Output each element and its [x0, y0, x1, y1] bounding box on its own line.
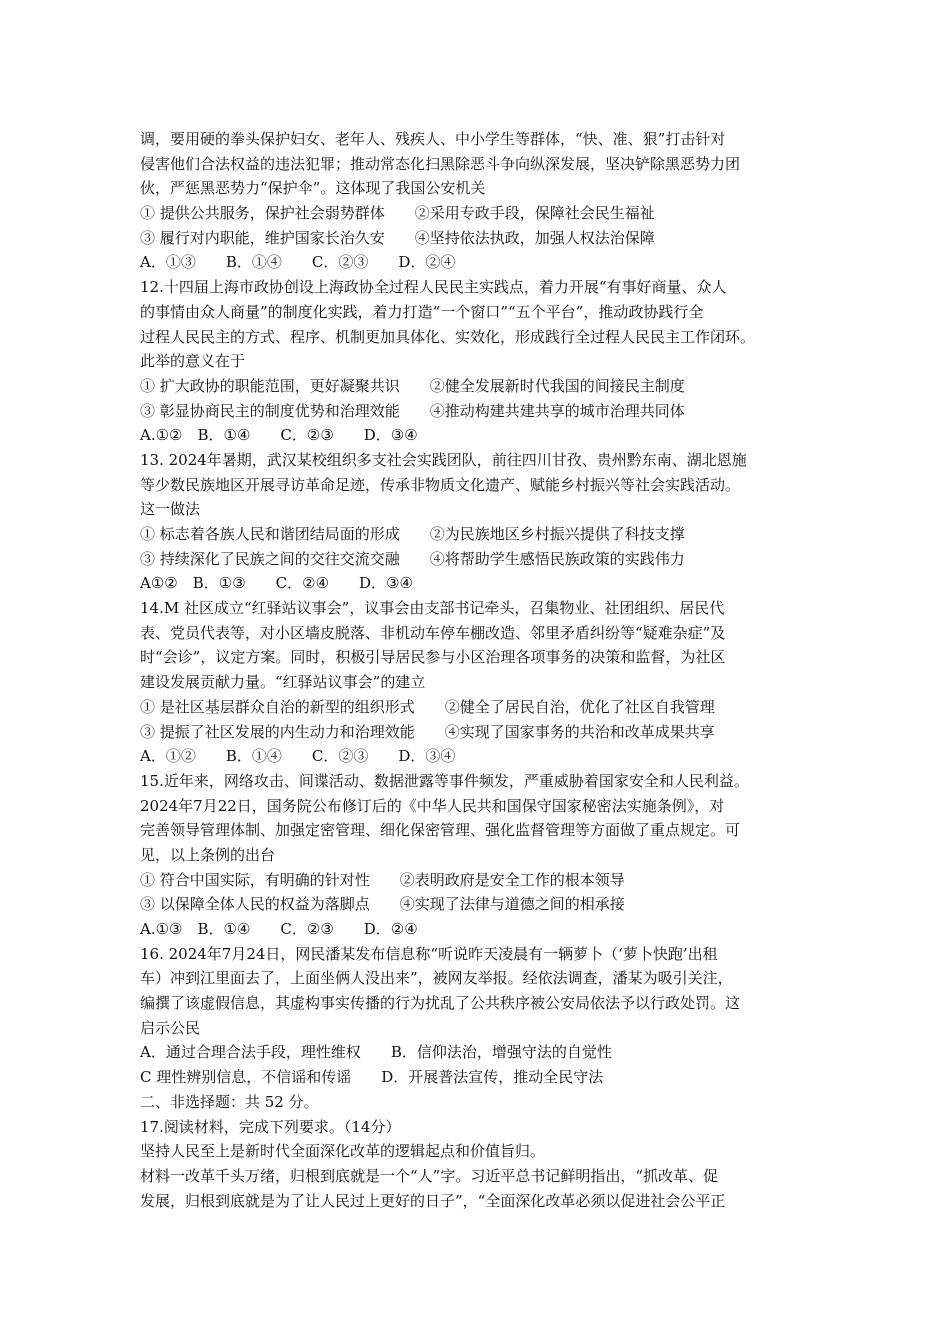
q11-options-34: ③ 履行对内职能，维护国家长治久安 ④坚持依法执政，加强人权法治保障 — [140, 228, 655, 247]
q15-stem-line-2: 2024年7月22日，国务院公布修订后的《中华人民共和国保守国家秘密法实施条例》，对 — [140, 796, 725, 815]
q17-instruction: 17.阅读材料，完成下列要求。（14分） — [140, 1117, 401, 1136]
q14-options-34: ③ 提振了社区发展的内生动力和治理效能 ④实现了国家事务的共治和改革成果共享 — [140, 722, 715, 741]
q17-theme: 坚持人民至上是新时代全面深化改革的逻辑起点和价值旨归。 — [140, 1142, 546, 1161]
q16-stem-line-2: 车）冲到江里面去了，上面坐俩人没出来”，被网友举报。经依法调查，潘某为吸引关注， — [140, 969, 733, 988]
q13-stem-line-1: 13. 2024年暑期，武汉某校组织多支社会实践团队，前往四川甘孜、贵州黔东南、湖北恩施 — [140, 450, 747, 469]
q15-stem-line-4: 见，以上条例的出台 — [140, 845, 276, 864]
q11-stem-line-3: 伙，严惩黑恶势力“保护伞”。这体现了我国公安机关 — [140, 179, 486, 198]
q16-options-ab: A．通过合理合法手段，理性维权 B．信仰法治，增强守法的自觉性 — [140, 1043, 612, 1062]
q15-options-34: ③ 以保障全体人民的权益为落脚点 ④实现了法律与道德之间的相承接 — [140, 895, 625, 914]
q12-stem-line-4: 此举的意义在于 — [140, 352, 246, 371]
q17-material-line-1: 材料一改革千头万绪，归根到底就是一个“人”字。习近平总书记鲜明指出，“抓改革、促 — [140, 1166, 719, 1185]
q13-answer-choices: A①② B．①③ C．②④ D．③④ — [140, 574, 413, 593]
q11-answer-choices: A．①③ B．①④ C．②③ D．②④ — [140, 253, 456, 272]
q12-stem-line-3: 过程人民民主的方式、程序、机制更加具体化、实效化，形成践行全过程人民民主工作闭环。 — [140, 327, 756, 346]
q16-stem-line-3: 编撰了该虚假信息，其虚构事实传播的行为扰乱了公共秩序被公安局依法予以行政处罚。这 — [140, 994, 741, 1013]
exam-text-body — [140, 127, 830, 1213]
q13-stem-line-2: 等少数民族地区开展寻访革命足迹，传承非物质文化遗产、赋能乡村振兴等社会实践活动。 — [140, 475, 741, 494]
q16-stem-line-4: 启示公民 — [140, 1018, 201, 1037]
q12-answer-choices: A.①② B．①④ C．②③ D．③④ — [140, 426, 418, 445]
q13-options-12: ① 标志着各族人民和谐团结局面的形成 ②为民族地区乡村振兴提供了科技支撑 — [140, 525, 685, 543]
q16-stem-line-1: 16. 2024年7月24日，网民潘某发布信息称“听说昨天凌晨有一辆萝卜（‘萝卜快跑’出租 — [140, 944, 718, 963]
q16-options-cd: C 理性辨别信息，不信谣和传谣 D．开展普法宣传，推动全民守法 — [140, 1068, 604, 1087]
q17-material-line-2: 发展，归根到底就是为了让人民过上更好的日子”，“全面深化改革必须以促进社会公平正 — [140, 1191, 726, 1210]
q14-answer-choices: A．①② B．①④ C．②③ D．③④ — [140, 747, 456, 766]
q13-options-34: ③ 持续深化了民族之间的交往交流交融 ④将帮助学生感悟民族政策的实践伟力 — [140, 549, 685, 568]
q14-stem-line-2: 表、党员代表等，对小区墙皮脱落、非机动车停车棚改造、邻里矛盾纠纷等“疑难杂症”及 — [140, 623, 726, 642]
q13-stem-line-3: 这一做法 — [140, 500, 201, 519]
q15-stem-line-3: 完善领导管理体制、加强定密管理、细化保密管理、强化监督管理等方面做了重点规定。可 — [140, 821, 741, 840]
q12-stem-line-1: 12.十四届上海市政协创设上海政协全过程人民民主实践点，着力开展“有事好商量、众人 — [140, 278, 727, 297]
section-heading-non-choice: 二、非选择题：共 52 分。 — [140, 1092, 319, 1111]
q14-stem-line-4: 建设发展贡献力量。“红驿站议事会”的建立 — [140, 673, 426, 692]
q14-stem-line-3: 时“会诊”，议定方案。同时，积极引导居民参与小区治理各项事务的决策和监督，为社区 — [140, 648, 726, 667]
q12-stem-line-2: 的事情由众人商量”的制度化实践，着力打造“一个窗口”“五个平台”，推动政协践行全 — [140, 302, 704, 321]
q15-options-12: ① 符合中国实际，有明确的针对性 ②表明政府是安全工作的根本领导 — [140, 870, 625, 889]
q11-options-12: ① 提供公共服务，保护社会弱势群体 ②采用专政手段，保障社会民生福祉 — [140, 204, 655, 223]
q14-stem-line-1: 14.M 社区成立“红驿站议事会”，议事会由支部书记牵头，召集物业、社团组织、居民代 — [140, 599, 725, 618]
q15-answer-choices: A.①③ B．①④ C．②③ D．②④ — [140, 920, 418, 938]
q15-stem-line-1: 15.近年来，网络攻击、间谍活动、数据泄露等事件频发，严重威胁着国家安全和人民利益。 — [140, 771, 749, 790]
q11-stem-line-2: 侵害他们合法权益的违法犯罪；推动常态化扫黑除恶斗争向纵深发展，坚决铲除黑恶势力团 — [140, 154, 741, 173]
q12-options-34: ③ 彰显协商民主的制度优势和治理效能 ④推动构建共建共享的城市治理共同体 — [140, 401, 685, 420]
q12-options-12: ① 扩大政协的职能范围，更好凝聚共识 ②健全发展新时代我国的间接民主制度 — [140, 376, 685, 395]
q11-stem-line-1: 调，要用硬的拳头保护妇女、老年人、残疾人、中小学生等群体，“快、准、狠”打击针对 — [140, 130, 726, 148]
q14-options-12: ① 是社区基层群众自治的新型的组织形式 ②健全了居民自治，优化了社区自我管理 — [140, 697, 715, 716]
